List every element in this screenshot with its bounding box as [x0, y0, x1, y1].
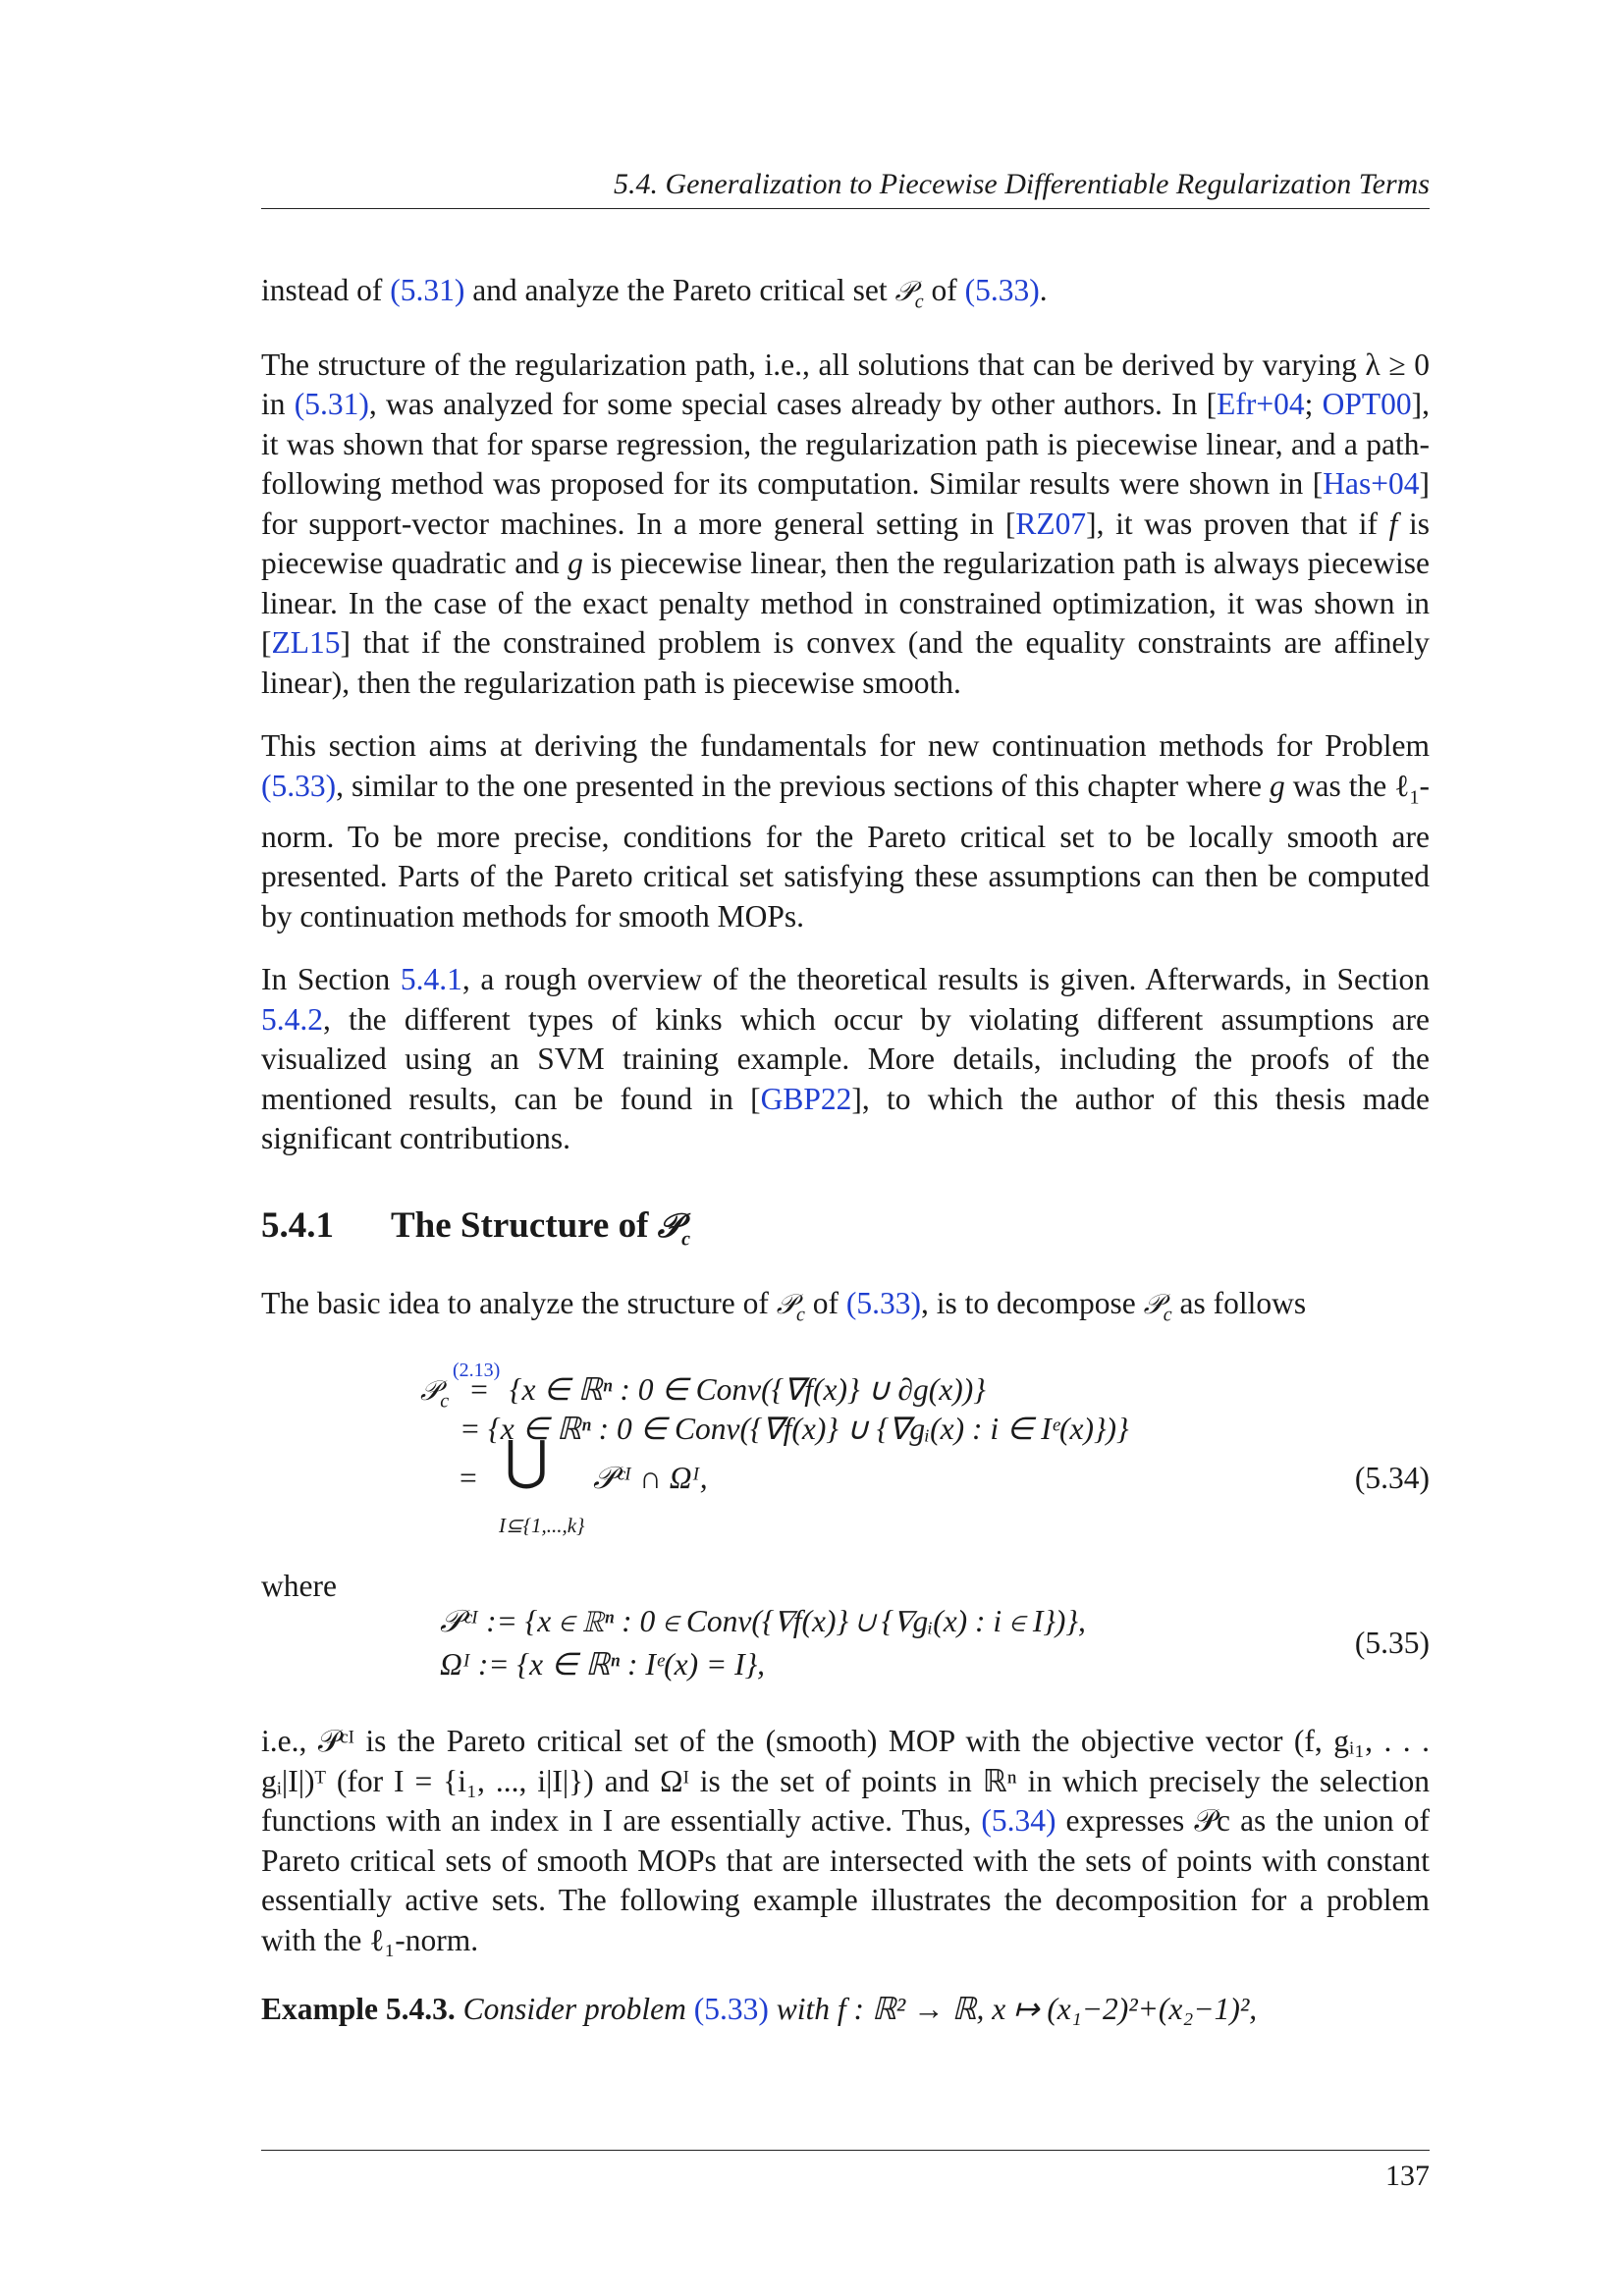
equation-line-3-body: 𝒫ᶜᴵ ∩ Ωᴵ,: [593, 1460, 708, 1495]
equation-number: (5.35): [1354, 1626, 1430, 1661]
example-paragraph: Example 5.4.3. Consider problem (5.33) with f : ℝ² → ℝ, x ↦ (x₁−2)²+(x₂−1)²,: [261, 1992, 1258, 2027]
equation-link[interactable]: (5.31): [390, 273, 465, 307]
equation-link[interactable]: (5.33): [693, 1992, 769, 2027]
page-number: 137: [1385, 2160, 1430, 2192]
equation-line-1: 𝒫$_c$ (2.13) = {x ∈ ℝⁿ : 0 ∈ Conv({∇f(x)} ∪ ∂g(x))}: [420, 1370, 986, 1421]
equation-link[interactable]: (5.33): [845, 1285, 921, 1320]
running-header: 5.4. Generalization to Piecewise Differentiable Regularization Terms: [613, 168, 1430, 200]
equation-line-2: Ωᴵ := {x ∈ ℝⁿ : Iᵉ(x) = I},: [440, 1647, 766, 1682]
paragraph-decompose: The basic idea to analyze the structure of 𝒫$_c$ of (5.33), is to decompose 𝒫$_c$ as follows: [261, 1285, 1307, 1326]
paragraph-intro: instead of (5.31) and analyze the Pareto critical set 𝒫$_c$ of (5.33).: [261, 273, 1048, 313]
paragraph-explanation: i.e., 𝒫ᶜᴵ is the Pareto critical set of the (smooth) MOP with the objective vector (f, gᵢ₁, . . . gᵢ|I|)ᵀ (for I = {i₁, ..., i|I|}) and Ωᴵ is the set of points in ℝⁿ in which precisely the selection functions with an index in I are essentially active. Thus, (5.34) expresses 𝒫c as the union of Pareto critical sets of smooth MOPs that are intersected with the sets of points with constant essentially active sets. The following example illustrates the decomposition for a problem with the ℓ₁-norm.: [261, 1724, 1430, 1957]
equation-link[interactable]: (5.34): [981, 1803, 1056, 1839]
equation-number: (5.34): [1354, 1460, 1430, 1495]
equation-5-34: [261, 1349, 1430, 1545]
equation-link[interactable]: (2.13): [452, 1359, 501, 1381]
equation-line-1: 𝒫ᶜᴵ := {x ∈ ℝⁿ : 0 ∈ Conv({∇f(x)} ∪ {∇gᵢ(x) : i ∈ I})},: [440, 1604, 1086, 1639]
citation-link[interactable]: Efr+04: [1217, 387, 1305, 422]
footer-rule: [261, 2150, 1430, 2151]
subsection-heading: 5.4.1 The Structure of 𝒫$_c$: [261, 1204, 691, 1250]
equation-link[interactable]: (5.31): [294, 387, 369, 422]
where-label: where: [261, 1568, 337, 1603]
paragraph-overview: In Section 5.4.1, a rough overview of the theoretical results is given. Afterwards, in Section 5.4.2, the different types of kinks which occur by violating different assumptions are visualized using an SVM training example. More details, including the proofs of the mentioned results, can be found in [GBP22], to which the author of this thesis made significant contributions.: [261, 962, 1430, 1156]
union-index: I⊆{1,...,k}: [499, 1513, 585, 1537]
citation-link[interactable]: OPT00: [1322, 387, 1412, 422]
equation-link[interactable]: (5.33): [261, 768, 337, 803]
body-text: [261, 271, 1430, 2054]
header-rule: [261, 208, 1430, 209]
union-symbol: ⋃: [505, 1430, 549, 1490]
equation-5-35: [261, 1604, 1430, 1704]
section-link[interactable]: 5.4.1: [400, 962, 462, 997]
paragraph-section-aim: This section aims at deriving the fundamentals for new continuation methods for Problem (5.33), similar to the one presented in the previous sections of this chapter where g was the ℓ$_1$-norm. To be more precise, conditions for the Pareto critical set to be locally smooth are presented. Parts of the Pareto critical set satisfying these assumptions can then be computed by continuation methods for smooth MOPs.: [261, 728, 1431, 934]
equation-line-3: =: [460, 1460, 477, 1495]
paragraph-regularization-path: The structure of the regularization path, i.e., all solutions that can be derived by varying λ ≥ 0 in (5.31), was analyzed for some special cases already by other authors. In [Efr+04; OPT00], it was shown that for sparse regression, the regularization path is piecewise linear, and a path-following method was proposed for its computation. Similar results were shown in [Has+04] for support-vector machines. In a more general setting in [RZ07], it was proven that if f is piecewise quadratic and g is piecewise linear, then the regularization path is always piecewise linear. In the case of the exact penalty method in constrained optimization, it was shown in [ZL15] that if the constrained problem is convex (and the equality constraints are affinely linear), then the regularization path is piecewise smooth.: [261, 347, 1430, 700]
equation-line-2: = {x ∈ ℝⁿ : 0 ∈ Conv({∇f(x)} ∪ {∇gᵢ(x) : i ∈ Iᵉ(x)})}: [460, 1411, 1129, 1446]
citation-link[interactable]: RZ07: [1015, 506, 1087, 541]
section-link[interactable]: 5.4.2: [261, 1001, 323, 1037]
equation-link[interactable]: (5.33): [964, 273, 1040, 307]
citation-link[interactable]: GBP22: [760, 1081, 852, 1116]
citation-link[interactable]: Has+04: [1323, 466, 1420, 502]
citation-link[interactable]: ZL15: [271, 625, 341, 661]
